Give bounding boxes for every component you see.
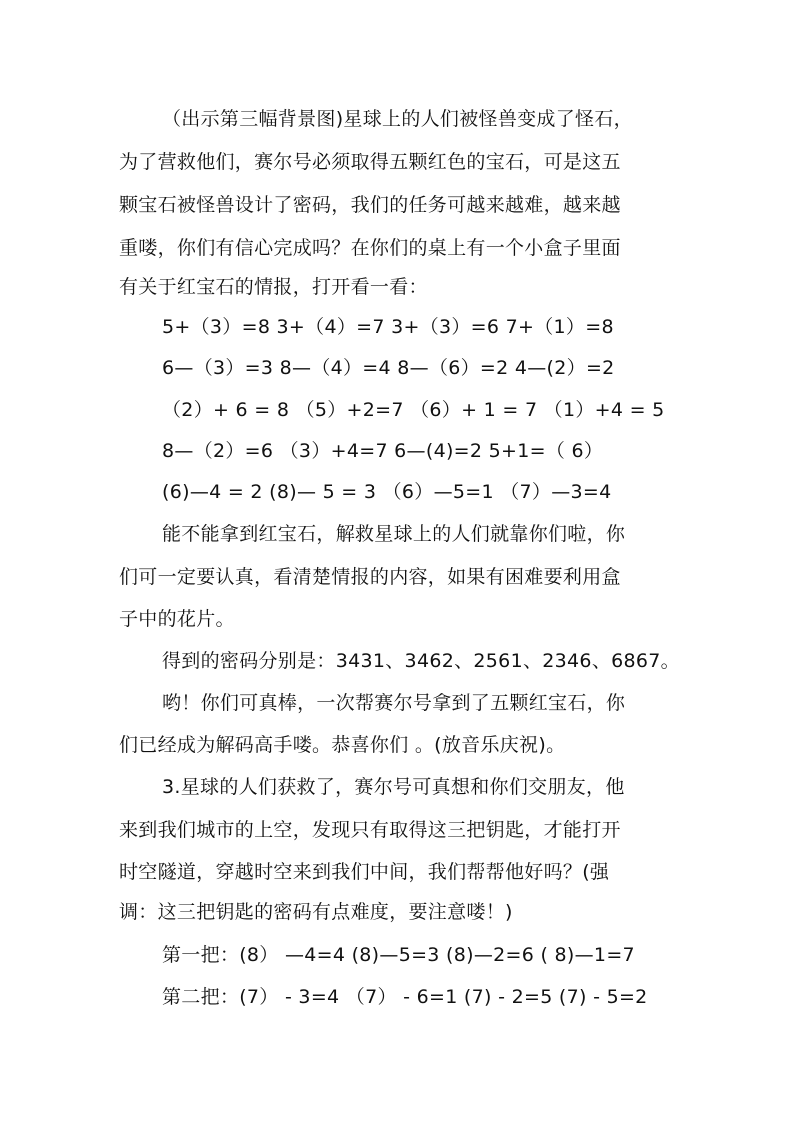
paragraph-line: 子中的花片。 (119, 608, 235, 630)
paragraph-line: 时空隧道，穿越时空来到我们中间，我们帮帮他好吗？(强 (119, 861, 610, 883)
equation-line: 5+（3）=8 3+（4）=7 3+（3）=6 7+（1）=8 (162, 316, 614, 338)
equation-line: （2）+ 6 = 8 （5）+2=7 （6）+ 1 = 7 （1）+4 = 5 (162, 399, 665, 421)
equation-line: (6)—4 = 2 (8)— 5 = 3 （6）—5=1 （7）—3=4 (162, 481, 612, 503)
equation-line: 第二把：(7） - 3=4 （7） - 6=1 (7) - 2=5 (7) - 5=2 (162, 986, 648, 1008)
paragraph-line: 哟！你们可真棒，一次帮赛尔号拿到了五颗红宝石，你 (162, 692, 626, 714)
equation-line: 6—（3）=3 8—（4）=4 8—（6）=2 4—(2）=2 (162, 357, 615, 379)
paragraph-line: 颗宝石被怪兽设计了密码，我们的任务可越来越难，越来越 (119, 194, 621, 216)
paragraph-line: 调：这三把钥匙的密码有点难度，要注意喽！) (119, 901, 513, 923)
paragraph-line: 3.星球的人们获救了，赛尔号可真想和你们交朋友，他 (162, 776, 625, 798)
equation-line: 8—（2）=6 （3）+4=7 6—(4)=2 5+1=（ 6） (162, 440, 604, 462)
paragraph-line: 有关于红宝石的情报，打开看一看： (119, 276, 428, 298)
equation-line: 第一把：(8） —4=4 (8)—5=3 (8)—2=6 ( 8)—1=7 (162, 944, 635, 966)
paragraph-line: 重喽，你们有信心完成吗？在你们的桌上有一个小盒子里面 (119, 237, 621, 259)
paragraph-line: （出示第三幅背景图)星球上的人们被怪兽变成了怪石， (162, 108, 633, 130)
paragraph-line: 来到我们城市的上空，发现只有取得这三把钥匙，才能打开 (119, 819, 621, 841)
paragraph-line: 能不能拿到红宝石，解救星球上的人们就靠你们啦，你 (162, 523, 626, 545)
paragraph-line: 得到的密码分别是：3431、3462、2561、2346、6867。 (162, 650, 680, 672)
paragraph-line: 们可一定要认真，看清楚情报的内容，如果有困难要利用盒 (119, 566, 621, 588)
paragraph-line: 们已经成为解码高手喽。恭喜你们 。(放音乐庆祝)。 (119, 734, 566, 756)
paragraph-line: 为了营救他们，赛尔号必须取得五颗红色的宝石，可是这五 (119, 151, 621, 173)
